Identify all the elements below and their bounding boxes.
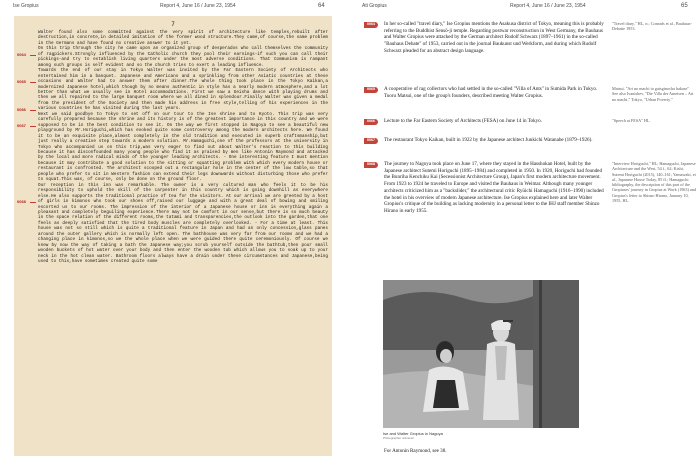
note-text: The journey to Nagoya took place on June 17, where they stayed in the Hasshokan Hotel, built by the Japanese architect Sutemi Horiguchi (1895–1984) and completed in 1950. In 1920, Horiguchi had founded the Bunriha Kenchiku Kai (Secessionist Architecture Group), Japan's first modern architecture movement. From 1923 to 1924 he traveled to Europe and visited the Bauhaus in Weimar. Although many younger architects criticized him as a "backslider," the architectural critic Ryūichi Hamaguchi (1916–1990) included the hotel in his overview of modern Japanese architecture. Ise Gropius explained here and later Walter Gropius's critique of the building as lacking modernity in a personal letter to the IHJ staff member Shinzo Hirano in early 1955.	[384, 161, 604, 214]
note-text: A cooperative of rag collectors who had settled in the so-called "Villa of Ants" in Sumida Park in Tokyo. Tooru Matsui, one of the group's founders, described meeting Walter Gropius.	[384, 86, 598, 99]
left-header-author: Ise Gropius	[13, 3, 39, 9]
marker-0066: 0066	[17, 107, 26, 112]
note-sidenote: "Speech at FESA" HL.	[612, 118, 651, 123]
photo-credit: Photographer unknown	[383, 436, 415, 440]
left-page-number: 64	[318, 3, 325, 9]
right-header-author: Ati Gropius	[362, 3, 387, 9]
note-text: Lecture to the Far Eastern Society of Architects (FESA) on June 14 in Tokyo.	[384, 118, 542, 124]
typescript-page-number: 7	[171, 21, 175, 28]
typescript-facsimile	[14, 16, 332, 456]
typescript-body: Walter found also some committed against the very spirit of architecture like temples,rebuilt after destruction,in concrete,in detailed imitation of the former wood structure.They came,of course,the same problem in the Germans and have found no creative answer to it yet. On this trip through the city he came upon an organized group of desperados who call themselves the community of ragpickers.Strongly influenced by the Catholic church they pool their earnings-if such you can call their pickings-and try to establish living quarters under the most adverse conditions. That Communism is rampant among such groups is self evident and so the church tries to exert a leading influence. Towards the end of our stay in Tokyo Walter was invited by the Far Eastern Society of Architects who entertained him in a banquet. Japanese and Americans and a sprinkling from other Asiatic countries at these occasions and Walter had to answer them after dinner.The whole thing took place in the Tokyo Kaikan,a modernized Japanese hotel,which though by no means authentic in style has a nearly modern atmosphere,and a lot better than what we usually see in Hotel accommodations. First we saw a Geisha dance with playing drums and then we all repaired to the large banquet room where we all dined in splendour.Finally Walter was given a medal from the president of the Society and then made his address in free style,telling of his experiences in the various countries he has visited during the last years. Next we said goodbye to Tokyo to set off on our tour to the Ise shrine and to Kyoto. This trip was very carefully prepared because the shrine and its history is of the greatest importance in this country and we were supposed to be in the best condition to see it. On the way we first stopped in Nagoya to see a beautiful new playground by Mr.Horiguchi,which has evoked quite some controversy among the modern architects here. We found it to be an exquisite place,almost completely in the old tradition and executed in superb craftsmanship,but just really a creative step towards a modern solution. Mr.Hamaguchi,one of the professors at the university in Tokyo who accompanied us on this trip,was very eager to find out about Walter's reaction to this building because it has disconfounded many young people who find it as praised by men like Antonin Raymond and attacked by the local and more radical minds of the younger leading architects. - One interesting feature I must mention because it may contribute a good solution to the sitting or squatting problem with which every modern house or restaurant is confronted. The architect scooped out a rectangular hole in the center of the low table,so that people who prefer to sit in Western fashion can extend their legs downwards without disturbing those who prefer to squat.This was, of course, only be done on the ground floor. Our reception in this inn was remarkable. The owner is a very cultured man who feels it to be his responsibility to uphold the skill of the carpenter in this country which is going downhill as everywhere else.He also supports the traditional practice of tea for the visitors. At our arrival we are greeted by a host of girls in kimonos who took our shoes off,raised our luggage and with a great deal of bowing and smiling escorted us to our rooms. The impression of the interior of a Japanese house or inn is everything again a pleasant and completely beguiling experience.There may not be comfort in our sense,but there is so much beauty in the space relation of the different rooms,the tatami and transparencies,the outlook into the garden,that one feels as deeply satisfied that the tired body muscles are completely overlooked. - For a time at least. This house was not so still which is quite a traditional feature in Japan and had an only concession,glass panes around the outer gallery which is normally left open. The bathhouse was very far from our rooms and we had a changing place in kimonos,so we the whole place when we were guided there quite ceremoniously. Of course we knew by now the way of taking a bath the Japanese way;you scrub yourself outside the bathtub,then pour small wooden buckets of hot water over your body and then enter the wooden tub which allows you to soak up to your neck in the hot clean water. Bathroom floors always have a drain under these circumstances and Japanese,being used to this,have sometimes created quite some	[38, 30, 328, 265]
note-sidenote: "Travel diary," HL, n.; Conrads et al., Bauhaus-Debatte 1953.	[612, 21, 692, 32]
note-text: The restaurant Tokyo Kaikan, built in 1922 by the Japanese architect Junkichi Watanabe (1879–1926).	[384, 137, 593, 143]
marker-0065: 0065	[17, 79, 26, 84]
note-sidenote: "Interview Horiguchi," HL; Hamaguchi, Japanese Architecture and the West, 54 f., 62; Kishi, Sutemi Horiguchi (2015), 140–161; Yamawaki, et al., Japanese House Today, 85 ff.; Hamaguchi bibliography, the description of this part of the Gropiuses' journey in Gropius at Work (1963) and Gropius's letter to Shinzo Hirano, January 10, 1955, HL.	[612, 161, 696, 204]
right-header-title: Report 4, June 16 / June 23, 1954	[510, 3, 586, 9]
photo-caption: Ise and Walter Gropius in Nagoya	[383, 431, 443, 436]
note-sidenote: Matsui, "Ari no machi to gaisginocha hakase" See also Ivanishev, "Die Villa der Ameisen – Ari no machi," Tokyo, "Urban Poverty."	[612, 86, 694, 102]
photo-image	[383, 280, 579, 428]
marker-0067: 0067	[17, 123, 26, 128]
note-number-badge: 0067	[364, 138, 378, 144]
right-page-number: 65	[681, 3, 688, 9]
marker-0068: 0068	[17, 199, 26, 204]
note-text: For Antonin Raymond, see 38.	[384, 448, 447, 454]
photo-gropius-nagoya	[383, 280, 579, 428]
note-text: In her so-called "travel diary," Ise Gropius mentions the Asakusa district of Tokyo, meaning this is probably referring to the Buddhist Sensō-ji temple. Regarding postwar reconstruction in West Germany, the Bauhaus and Walter Gropius were attacked by the German architect Rudolf Schwarz (1897–1961) in the so-called "Bauhaus Debate" of 1953, carried out in the journal Baukunst und Werkform, and during which Rudolf Schwarz pleaded for an abstract design language.	[384, 21, 604, 54]
right-page	[350, 0, 700, 458]
note-number-badge: 0066	[364, 119, 378, 125]
annotation-markers	[17, 16, 37, 456]
note-number-badge: 0065	[364, 87, 378, 93]
note-number-badge: 0068	[364, 162, 378, 168]
note-number-badge: 0064	[364, 22, 378, 28]
marker-0064: 0064	[17, 52, 26, 57]
left-header-title: Report 4, June 16 / June 23, 1954	[160, 3, 236, 9]
